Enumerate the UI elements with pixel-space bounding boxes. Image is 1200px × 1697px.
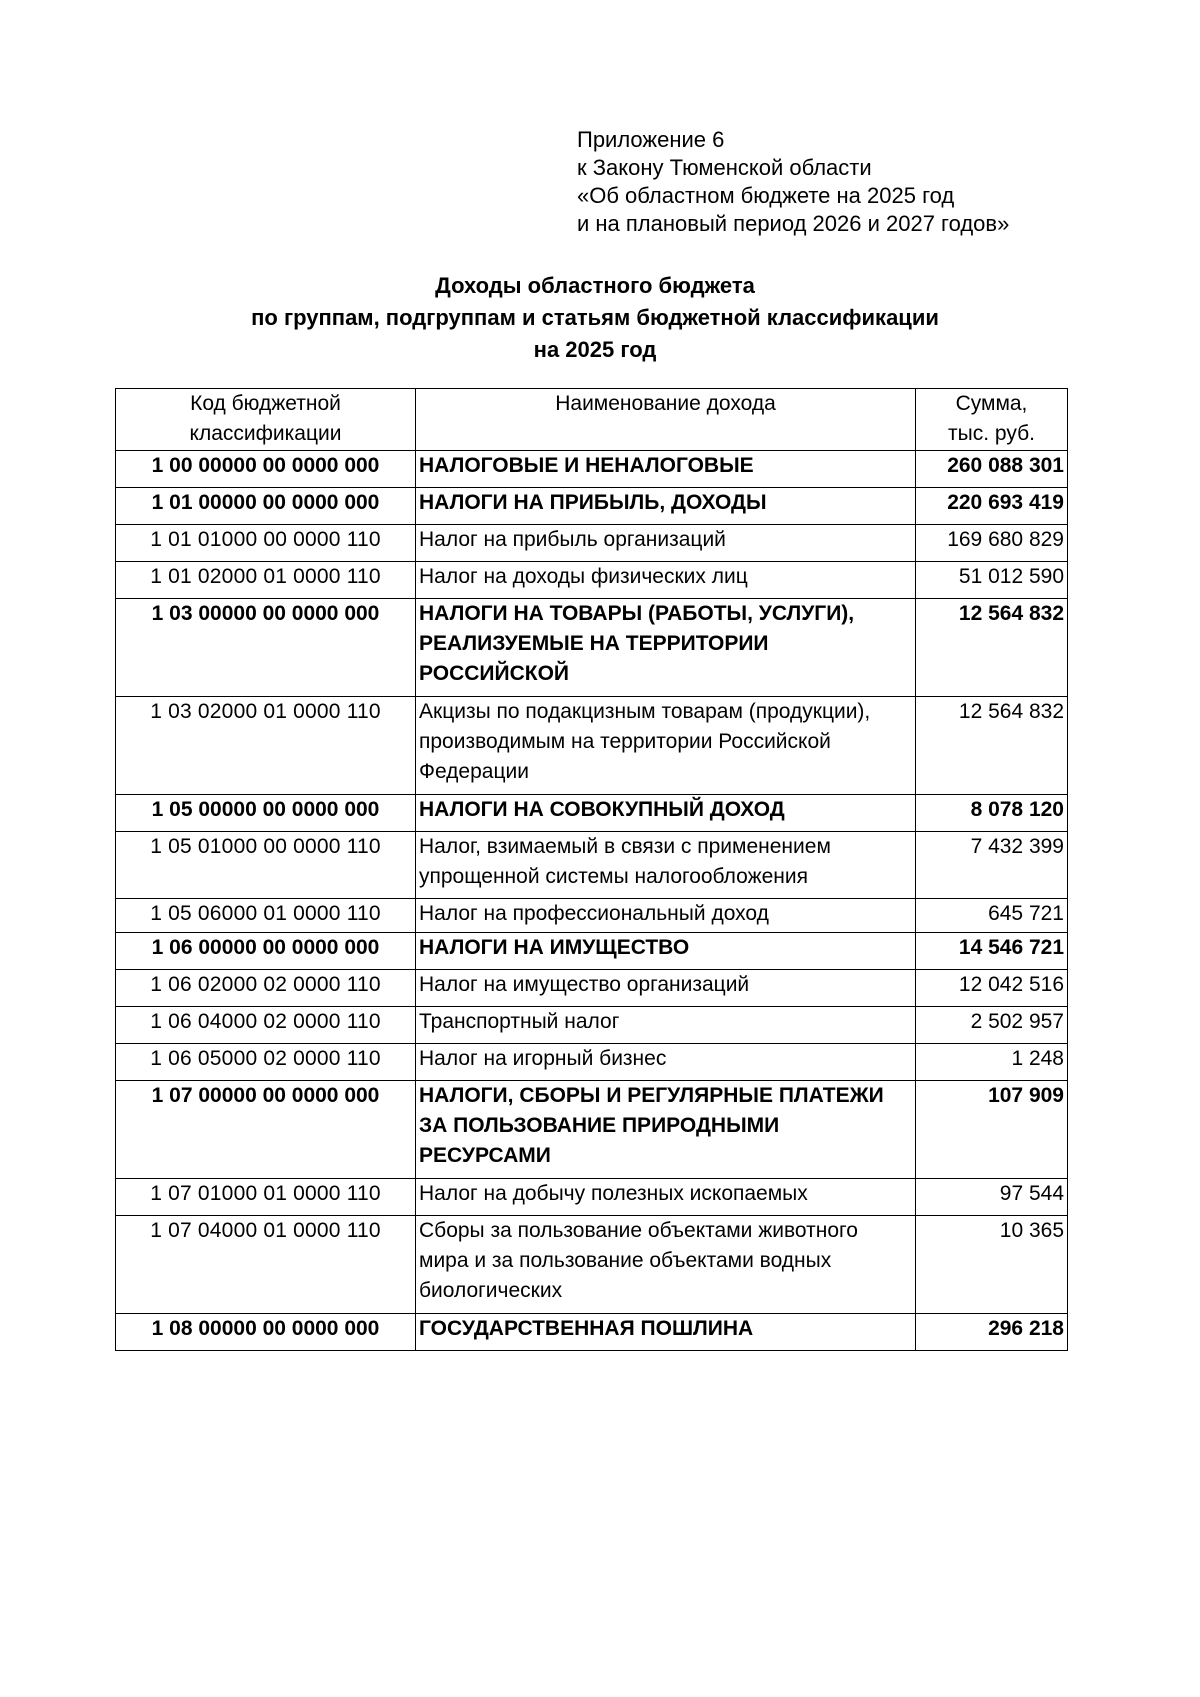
table-row [116,1179,1068,1216]
table-row [116,1044,1068,1081]
header-code-line-2: классификации [189,422,342,445]
annex-header [577,126,1009,238]
table-row [116,599,1068,697]
row-sum: 97 544 [916,1179,1068,1216]
row-code: 1 06 02000 02 0000 110 [116,970,416,1007]
row-name: Акцизы по подакцизным товарам (продукции), производимым на территории Российской Федерации [416,697,916,795]
annex-line-1: Приложение 6 [577,127,725,152]
row-code: 1 07 01000 01 0000 110 [116,1179,416,1216]
title-line-1: Доходы областного бюджета [435,273,755,298]
table-row [116,1007,1068,1044]
row-name: Налог на прибыль организаций [416,525,916,562]
row-name: НАЛОГИ НА СОВОКУПНЫЙ ДОХОД [416,795,916,832]
row-code: 1 03 02000 01 0000 110 [116,697,416,795]
annex-line-4: и на плановый период 2026 и 2027 годов» [577,211,1010,236]
row-name: НАЛОГИ НА ТОВАРЫ (РАБОТЫ, УСЛУГИ), РЕАЛИЗУЕМЫЕ НА ТЕРРИТОРИИ РОССИЙСКОЙ [419,602,855,685]
row-name: Налог на добычу полезных ископаемых [416,1179,916,1216]
row-sum: 296 218 [916,1314,1068,1351]
title-line-2: по группам, подгруппам и статьям бюджетной классификации [251,305,939,330]
row-sum: 2 502 957 [916,1007,1068,1044]
row-sum: 7 432 399 [916,832,1068,899]
document-title [0,270,1190,366]
row-name: НАЛОГОВЫЕ И НЕНАЛОГОВЫЕ [416,451,916,488]
row-name: Налог на профессиональный доход [416,899,916,933]
row-sum: 8 078 120 [916,795,1068,832]
title-line-3: на 2025 год [533,337,657,362]
row-sum: 12 564 832 [916,599,1068,697]
header-name: Наименование дохода [416,389,916,451]
row-code: 1 01 02000 01 0000 110 [116,562,416,599]
table-row [116,1216,1068,1314]
row-code: 1 06 00000 00 0000 000 [116,933,416,970]
header-sum-line-2: тыс. руб. [948,422,1035,445]
revenue-table [115,388,1068,1351]
table-row [116,525,1068,562]
row-sum: 645 721 [916,899,1068,933]
row-sum: 220 693 419 [916,488,1068,525]
table-row [116,795,1068,832]
row-code: 1 07 00000 00 0000 000 [116,1081,416,1179]
row-name: Транспортный налог [416,1007,916,1044]
annex-line-3: «Об областном бюджете на 2025 год [577,183,955,208]
table-row [116,488,1068,525]
row-sum: 169 680 829 [916,525,1068,562]
annex-line-2: к Закону Тюменской области [577,155,872,180]
row-name: НАЛОГИ, СБОРЫ И РЕГУЛЯРНЫЕ ПЛАТЕЖИ ЗА ПОЛЬЗОВАНИЕ ПРИРОДНЫМИ РЕСУРСАМИ [416,1081,916,1179]
row-code: 1 00 00000 00 0000 000 [116,451,416,488]
row-code: 1 05 06000 01 0000 110 [116,899,416,933]
row-name: Налог на доходы физических лиц [416,562,916,599]
row-code: 1 05 00000 00 0000 000 [116,795,416,832]
row-sum: 107 909 [916,1081,1068,1179]
row-sum: 260 088 301 [916,451,1068,488]
row-name: Налог на игорный бизнес [416,1044,916,1081]
row-name-cell [416,599,916,697]
table-row [116,899,1068,933]
row-code: 1 06 04000 02 0000 110 [116,1007,416,1044]
header-code [116,389,416,451]
table-row [116,1314,1068,1351]
row-sum: 12 564 832 [916,697,1068,795]
row-code: 1 08 00000 00 0000 000 [116,1314,416,1351]
table-row [116,933,1068,970]
row-name: НАЛОГИ НА ПРИБЫЛЬ, ДОХОДЫ [416,488,916,525]
row-code: 1 01 00000 00 0000 000 [116,488,416,525]
table-row [116,832,1068,899]
table-header-row [116,389,1068,451]
table-row [116,697,1068,795]
row-code: 1 05 01000 00 0000 110 [116,832,416,899]
table-row [116,970,1068,1007]
table-row [116,1081,1068,1179]
header-code-line-1: Код бюджетной [190,392,341,415]
table-row [116,451,1068,488]
row-code: 1 03 00000 00 0000 000 [116,599,416,697]
row-sum: 1 248 [916,1044,1068,1081]
row-name: Налог на имущество организаций [416,970,916,1007]
row-sum: 12 042 516 [916,970,1068,1007]
header-sum-line-1: Сумма, [955,392,1028,415]
header-sum [916,389,1068,451]
row-name: Налог, взимаемый в связи с применением упрощенной системы налогообложения [416,832,916,899]
row-name: НАЛОГИ НА ИМУЩЕСТВО [416,933,916,970]
row-name: Сборы за пользование объектами животного мира и за пользование объектами водных биологических [416,1216,916,1314]
row-sum: 14 546 721 [916,933,1068,970]
row-code: 1 06 05000 02 0000 110 [116,1044,416,1081]
table-row [116,562,1068,599]
row-sum: 51 012 590 [916,562,1068,599]
row-sum: 10 365 [916,1216,1068,1314]
row-code: 1 01 01000 00 0000 110 [116,525,416,562]
row-code: 1 07 04000 01 0000 110 [116,1216,416,1314]
row-name: ГОСУДАРСТВЕННАЯ ПОШЛИНА [416,1314,916,1351]
